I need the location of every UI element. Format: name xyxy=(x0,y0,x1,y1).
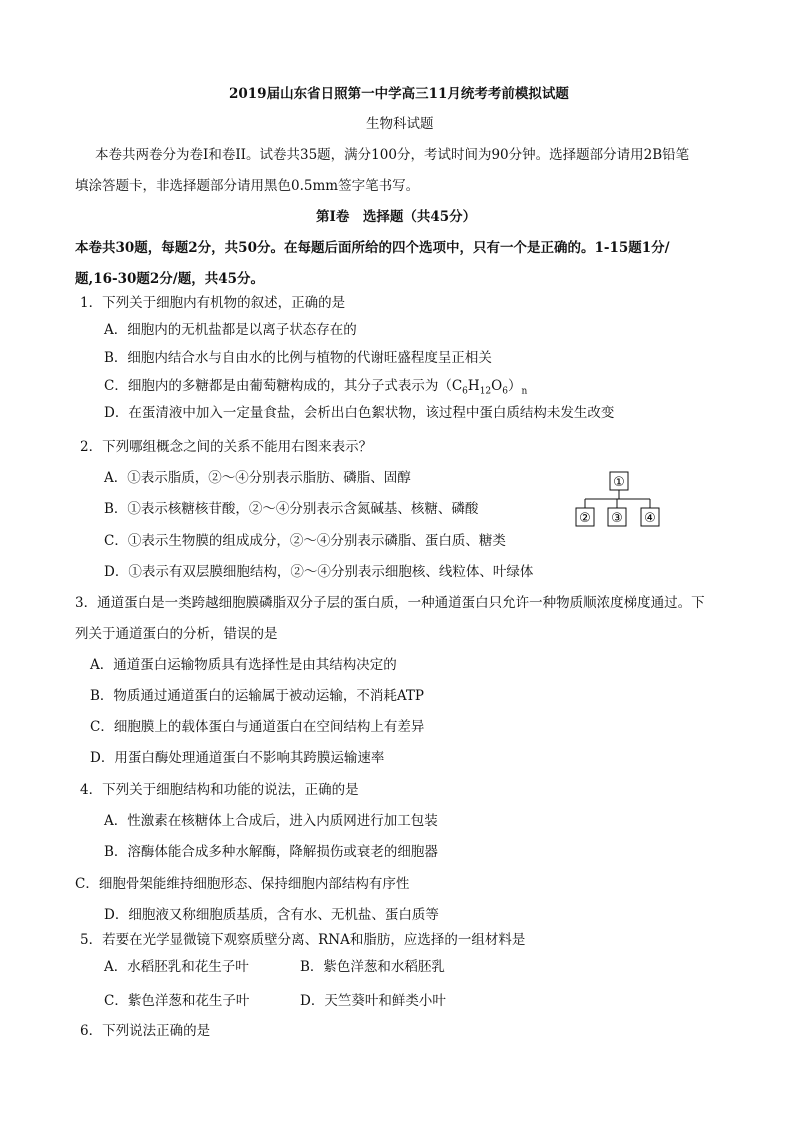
diagram-label-left: ② xyxy=(579,511,591,526)
q4-option-b: B．溶酶体能合成多种水解酶，降解损伤或衰老的细胞器 xyxy=(104,844,438,860)
q4-option-d: D．细胞液又称细胞质基质，含有水、无机盐、蛋白质等 xyxy=(104,907,439,923)
q3-stem-line-1: 3．通道蛋白是一类跨越细胞膜磷脂双分子层的蛋白质，一种通道蛋白只允许一种物质顺浓度梯度通过。下 xyxy=(75,595,705,611)
q1-option-d: D．在蛋清液中加入一定量食盐，会析出白色絮状物，该过程中蛋白质结构未发生改变 xyxy=(104,405,615,421)
intro-line-2: 填涂答题卡，非选择题部分请用黑色0.5mm签字笔书写。 xyxy=(75,178,420,194)
section-instruction-2: 题,16-30题2分/题，共45分。 xyxy=(75,271,264,287)
q2-option-c: C．①表示生物膜的组成成分，②～④分别表示磷脂、蛋白质、糖类 xyxy=(104,533,506,549)
q3-option-c: C．细胞膜上的载体蛋白与通道蛋白在空间结构上有差异 xyxy=(90,719,425,735)
q4-option-c: C．细胞骨架能维持细胞形态、保持细胞内部结构有序性 xyxy=(75,876,410,892)
q3-option-d: D．用蛋白酶处理通道蛋白不影响其跨膜运输速率 xyxy=(90,750,385,766)
q1-stem: 1．下列关于细胞内有机物的叙述，正确的是 xyxy=(80,295,346,311)
q1-option-b: B．细胞内结合水与自由水的比例与植物的代谢旺盛程度呈正相关 xyxy=(104,350,492,366)
subject-title: 生物科试题 xyxy=(366,116,434,132)
concept-tree-diagram xyxy=(570,468,670,532)
q3-option-a: A．通道蛋白运输物质具有选择性是由其结构决定的 xyxy=(90,657,397,673)
q2-option-a: A．①表示脂质，②～④分别表示脂肪、磷脂、固醇 xyxy=(104,470,411,486)
q5-option-b: B．紫色洋葱和水稻胚乳 xyxy=(300,959,445,975)
q6-stem: 6．下列说法正确的是 xyxy=(80,1023,211,1039)
q5-option-a: A．水稻胚乳和花生子叶 xyxy=(104,959,249,975)
section-instruction-1: 本卷共30题，每题2分，共50分。在每题后面所给的四个选项中，只有一个是正确的。1-15题1分/ xyxy=(75,240,670,256)
q5-stem: 5．若要在光学显微镜下观察质壁分离、RNA和脂肪，应选择的一组材料是 xyxy=(80,932,526,948)
diagram-label-mid: ③ xyxy=(611,511,623,526)
q3-option-b: B．物质通过通道蛋白的运输属于被动运输，不消耗ATP xyxy=(90,688,425,704)
diagram-label-top: ① xyxy=(613,475,625,490)
q1-option-c: C．细胞内的多糖都是由葡萄糖构成的，其分子式表示为$(C_6H_{12}O_6)_n$ xyxy=(104,378,528,397)
section-title: 第I卷 选择题（共45分） xyxy=(316,209,477,225)
q4-option-a: A．性激素在核糖体上合成后，进入内质网进行加工包装 xyxy=(104,813,438,829)
diagram-label-right: ④ xyxy=(644,511,656,526)
q5-option-d: D．天竺葵叶和鲜类小叶 xyxy=(300,993,446,1009)
exam-title: 2019届山东省日照第一中学高三11月统考考前模拟试题 xyxy=(229,86,569,102)
q1-option-a: A．细胞内的无机盐都是以离子状态存在的 xyxy=(104,322,357,338)
q2-stem: 2．下列哪组概念之间的关系不能用右图来表示？ xyxy=(80,439,373,455)
q2-option-b: B．①表示核糖核苷酸，②～④分别表示含氮碱基、核糖、磷酸 xyxy=(104,501,479,517)
q4-stem: 4．下列关于细胞结构和功能的说法，正确的是 xyxy=(80,782,359,798)
q2-option-d: D．①表示有双层膜细胞结构，②～④分别表示细胞核、线粒体、叶绿体 xyxy=(104,564,534,580)
intro-line-1: 本卷共两卷分为卷I和卷II。试卷共35题，满分100分，考试时间为90分钟。选择题部分请用2B铅笔 xyxy=(95,147,690,163)
q5-option-c: C．紫色洋葱和花生子叶 xyxy=(104,993,250,1009)
q3-stem-line-2: 列关于通道蛋白的分析，错误的是 xyxy=(75,626,278,642)
